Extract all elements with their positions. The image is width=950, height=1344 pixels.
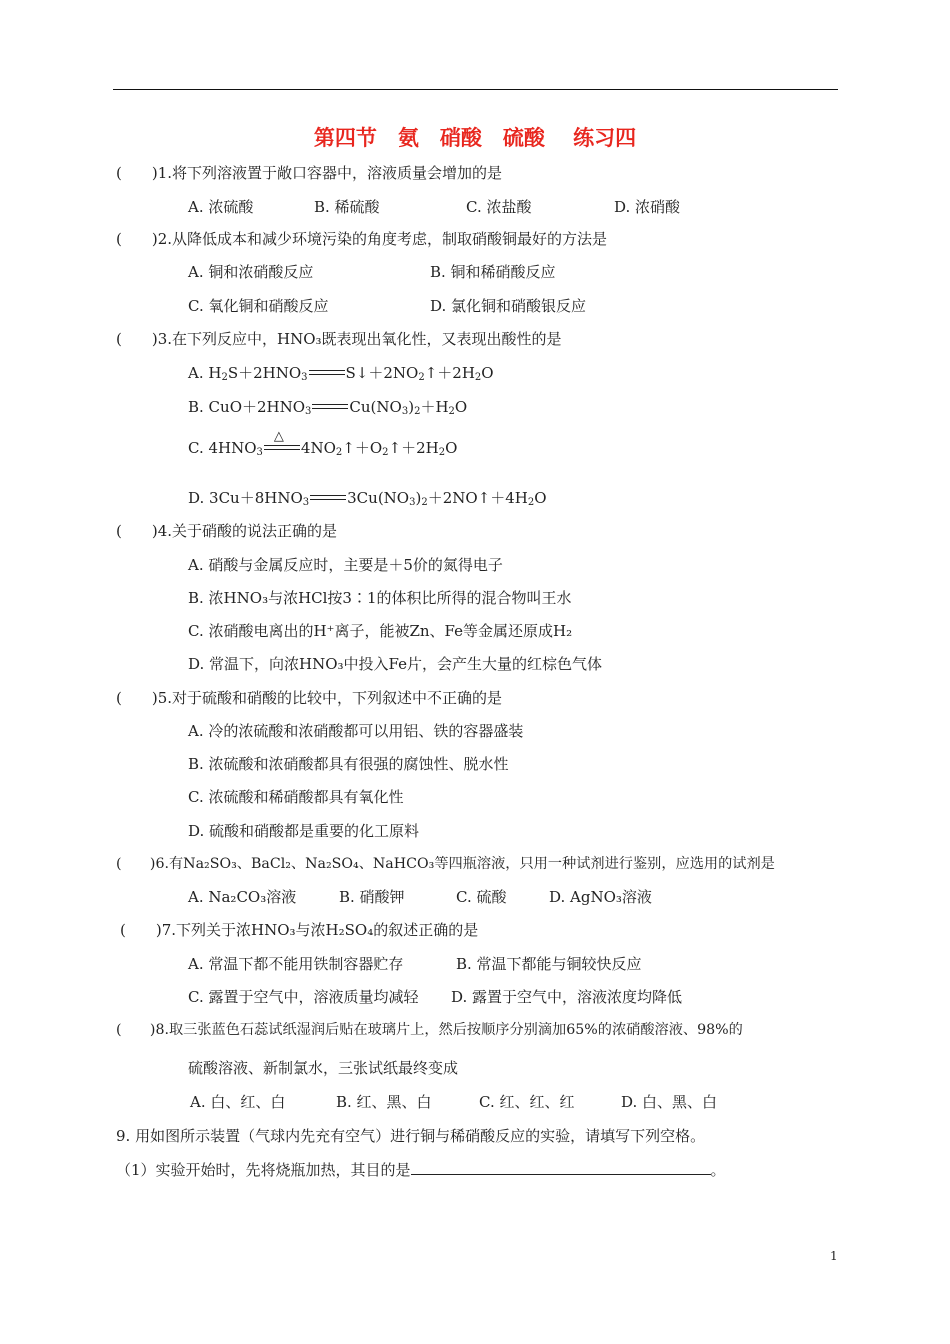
q5-option-d: D. 硫酸和硝酸都是重要的化工原料 [188, 822, 420, 840]
q1-option-a: A. 浓硫酸 [188, 198, 254, 216]
q3-option-b: B. $CuO+2HNO_3$ $Cu(NO_3)_2+H_2O$ [188, 398, 468, 417]
q4-option-c: C. 浓硝酸电离出的H⁺离子，能被Zn、Fe等金属还原成H₂ [188, 622, 573, 640]
question-9: 9. 用如图所示装置（气球内先充有空气）进行铜与稀硝酸反应的实验，请填写下列空格。 [116, 1127, 706, 1145]
question-text: 下列关于浓HNO₃与浓H₂SO₄的叙述正确的是 [176, 921, 479, 939]
header-rule [113, 89, 838, 90]
question-7 [120, 920, 478, 940]
question-text: 有Na₂SO₃、BaCl₂、Na₂SO₄、NaHCO₃等四瓶溶液，只用一种试剂进行鉴别，应选用的试剂是 [168, 856, 775, 872]
page-number: 1 [830, 1249, 838, 1263]
q3-option-d: D. $3Cu+8HNO_3$ $3Cu(NO_3)_2+2NO↑+4H_2O$ [188, 489, 547, 508]
answer-bracket[interactable]: ( )3. [116, 330, 173, 348]
answer-bracket[interactable]: ( )1. [116, 164, 173, 182]
question-text: 从降低成本和减少环境污染的角度考虑，制取硝酸铜最好的方法是 [172, 230, 608, 248]
question-5 [116, 688, 502, 708]
q2-option-c: C. 氧化铜和硝酸反应 [188, 297, 329, 315]
q7-option-b: B. 常温下都能与铜较快反应 [456, 955, 642, 973]
q1-option-b: B. 稀硫酸 [314, 198, 380, 216]
q8-option-a: A. 白、红、白 [190, 1093, 286, 1111]
question-text: 取三张蓝色石蕊试纸湿润后贴在玻璃片上，然后按顺序分别滴加65%的浓硝酸溶液、98%的 [168, 1022, 743, 1038]
q8-option-d: D. 白、黑、白 [621, 1093, 718, 1111]
q7-option-d: D. 露置于空气中，溶液浓度均降低 [451, 988, 683, 1006]
q3-option-a: A. $H_2S+2HNO_3$ $S↓+2NO_2↑+2H_2O$ [188, 364, 494, 383]
question-1 [116, 163, 502, 183]
q4-option-d: D. 常温下，向浓HNO₃中投入Fe片，会产生大量的红棕色气体 [188, 655, 603, 673]
q4-option-a: A. 硝酸与金属反应时，主要是＋5价的氮得电子 [188, 556, 503, 574]
q6-option-d: D. AgNO₃溶液 [549, 888, 652, 906]
question-4 [116, 521, 337, 541]
question-6 [116, 854, 775, 874]
answer-bracket[interactable]: ( )6. [116, 856, 169, 872]
answer-blank[interactable] [411, 1160, 711, 1175]
heat-icon: △ [273, 429, 284, 444]
question-2 [116, 229, 607, 249]
question-text: 对于硫酸和硝酸的比较中，下列叙述中不正确的是 [172, 689, 503, 707]
q5-option-b: B. 浓硫酸和浓硝酸都具有很强的腐蚀性、脱水性 [188, 755, 509, 773]
answer-bracket[interactable]: ( )7. [120, 921, 177, 939]
question-3 [116, 329, 562, 349]
question-text: 将下列溶液置于敞口容器中，溶液质量会增加的是 [172, 164, 503, 182]
answer-bracket[interactable]: ( )8. [116, 1022, 169, 1038]
page-title: 第四节 氨 硝酸 硫酸 练习四 [313, 126, 637, 150]
question-9-part-1 [116, 1160, 726, 1180]
q6-option-c: C. 硫酸 [456, 888, 507, 906]
q2-option-b: B. 铜和稀硝酸反应 [430, 263, 556, 281]
question-text: 关于硝酸的说法正确的是 [172, 522, 338, 540]
question-text: （1）实验开始时，先将烧瓶加热，其目的是 [116, 1161, 411, 1179]
q1-option-c: C. 浓盐酸 [466, 198, 532, 216]
answer-bracket[interactable]: ( )5. [116, 689, 173, 707]
q8-option-b: B. 红、黑、白 [336, 1093, 432, 1111]
q7-option-a: A. 常温下都不能用铁制容器贮存 [188, 955, 404, 973]
answer-bracket[interactable]: ( )2. [116, 230, 173, 248]
question-text: 在下列反应中，HNO₃既表现出氧化性，又表现出酸性的是 [172, 330, 562, 348]
q6-option-b: B. 硝酸钾 [339, 888, 405, 906]
q8-option-c: C. 红、红、红 [479, 1093, 575, 1111]
q2-option-d: D. 氯化铜和硝酸银反应 [430, 297, 587, 315]
q2-option-a: A. 铜和浓硝酸反应 [188, 263, 314, 281]
q4-option-b: B. 浓HNO₃与浓HCl按3∶1的体积比所得的混合物叫王水 [188, 589, 572, 607]
question-8-continued: 硫酸溶液、新制氯水，三张试纸最终变成 [188, 1059, 459, 1077]
answer-bracket[interactable]: ( )4. [116, 522, 173, 540]
q7-option-c: C. 露置于空气中，溶液质量均减轻 [188, 988, 419, 1006]
q5-option-c: C. 浓硫酸和稀硝酸都具有氧化性 [188, 788, 404, 806]
q3-option-c: C. $4HNO_3$ △ $4NO_2↑+O_2↑+2H_2O$ [188, 429, 458, 458]
question-8 [116, 1020, 743, 1040]
sentence-end: 。 [710, 1161, 726, 1179]
q1-option-d: D. 浓硝酸 [614, 198, 681, 216]
q6-option-a: A. Na₂CO₃溶液 [188, 888, 297, 906]
q5-option-a: A. 冷的浓硫酸和浓硝酸都可以用铝、铁的容器盛装 [188, 722, 524, 740]
